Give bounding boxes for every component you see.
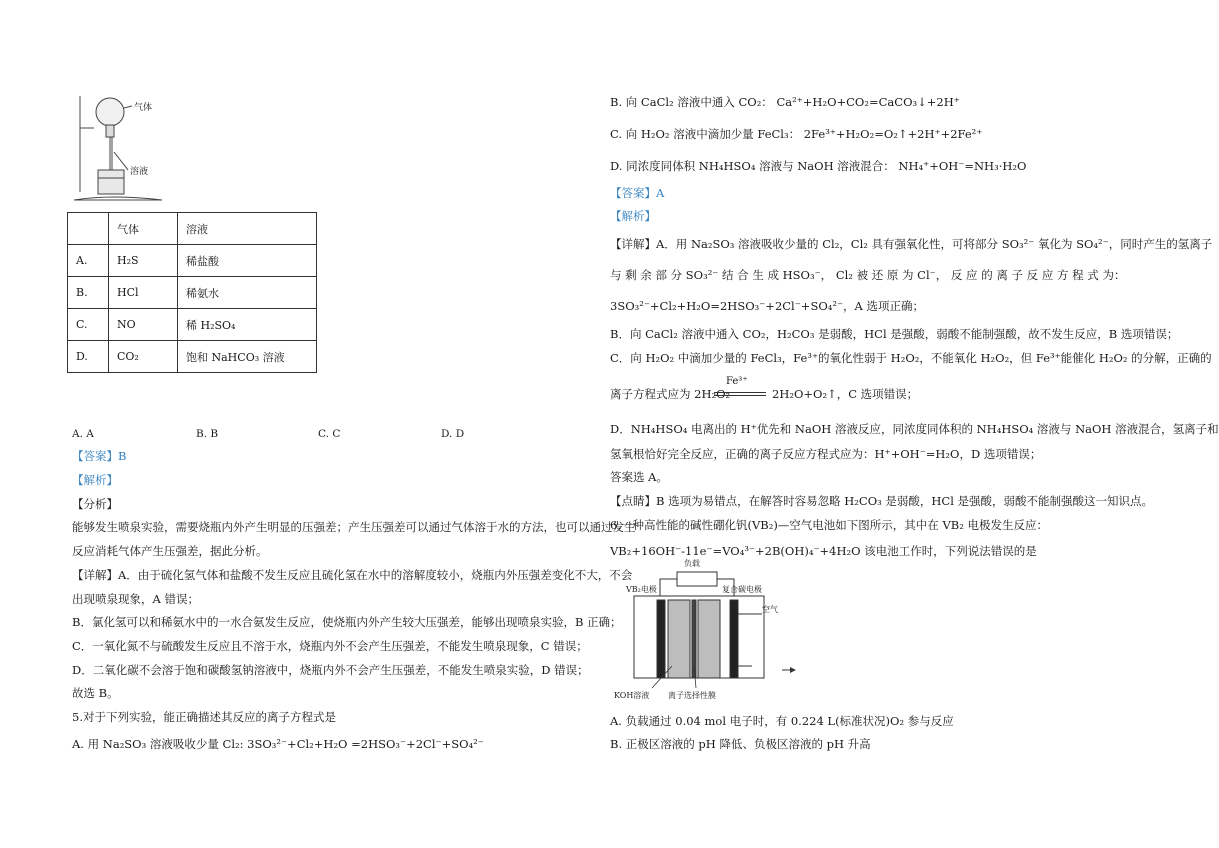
paragraph: 【点睛】B 选项为易错点，在解答时容易忽略 H₂CO₃ 是弱酸，HCl 是强酸，弱酸不能制强酸这一知识点。 bbox=[610, 494, 1154, 508]
table-cell: NO bbox=[109, 309, 178, 341]
paragraph: 答案选 A。 bbox=[610, 470, 668, 484]
membrane-label: 离子选择性膜 bbox=[668, 691, 716, 700]
reaction-arrow bbox=[714, 392, 766, 393]
table-row bbox=[68, 341, 317, 373]
reaction-line-c bbox=[610, 376, 1010, 408]
table-cell: 饱和 NaHCO₃ 溶液 bbox=[178, 341, 317, 373]
question-5-option-d: D. 同浓度同体积 NH₄HSO₄ 溶液与 NaOH 溶液混合： NH₄⁺+OH⁻=NH₃·H₂O bbox=[610, 159, 1027, 173]
solution-label: 溶液 bbox=[130, 167, 149, 177]
gas-label: 气体 bbox=[134, 103, 153, 113]
question-6-title: 6.一种高性能的碱性硼化钒(VB₂)—空气电池如下图所示，其中在 VB₂ 电极发生反应： bbox=[610, 518, 1048, 532]
paragraph: C．一氧化氮不与硫酸发生反应且不溶于水，烧瓶内外不会产生压强差，不能发生喷泉现象，C 错误； bbox=[72, 639, 588, 653]
table-cell: CO₂ bbox=[109, 341, 178, 373]
paragraph: 氢氧根恰好完全反应，正确的离子反应方程式应为：H⁺+OH⁻=H₂O，D 选项错误； bbox=[610, 447, 1042, 461]
gas-solution-table bbox=[67, 212, 317, 373]
paragraph: D．二氧化碳不会溶于饱和碳酸氢钠溶液中，烧瓶内外不会产生压强差，不能发生喷泉实验，D 错误； bbox=[72, 663, 589, 677]
question-6-equation: VB₂+16OH⁻-11e⁻=VO₄³⁻+2B(OH)₄⁻+4H₂O 该电池工作时，下列说法错误的是 bbox=[610, 544, 1037, 558]
fenxi-label: 【分析】 bbox=[72, 497, 118, 511]
table-cell: D. bbox=[68, 341, 109, 373]
paragraph: 3SO₃²⁻+Cl₂+H₂O=2HSO₃⁻+2Cl⁻+SO₄²⁻，A 选项正确； bbox=[610, 299, 924, 313]
paragraph: 反应消耗气体产生压强差，据此分析。 bbox=[72, 544, 268, 558]
paragraph: B．向 CaCl₂ 溶液中通入 CO₂，H₂CO₃ 是弱酸，HCl 是强酸，弱酸不能制强酸，故不发生反应，B 选项错误； bbox=[610, 327, 1179, 341]
paragraph: B．氯化氢可以和稀氨水中的一水合氨发生反应，使烧瓶内外产生较大压强差，能够出现喷泉实验，B 正确； bbox=[72, 615, 622, 629]
analysis-label: 【解析】 bbox=[610, 209, 656, 223]
load-label: 负载 bbox=[684, 559, 700, 568]
fountain-apparatus-figure bbox=[72, 92, 172, 208]
paragraph: 能够发生喷泉实验，需要烧瓶内外产生明显的压强差；产生压强差可以通过气体溶于水的方法，也可以通过发生 bbox=[72, 520, 636, 534]
paragraph: 【详解】A．由于硫化氢气体和盐酸不发生反应且硫化氢在水中的溶解度较小，烧瓶内外压强差变化不大，不会 bbox=[72, 568, 633, 582]
reaction-arrow bbox=[714, 395, 766, 396]
paragraph: 故选 B。 bbox=[72, 686, 119, 700]
table-cell: C. bbox=[68, 309, 109, 341]
table-cell: B. bbox=[68, 277, 109, 309]
analysis-label: 【解析】 bbox=[72, 473, 118, 487]
question-6-option-a: A. 负载通过 0.04 mol 电子时，有 0.224 L(标准状况)O₂ 参与反应 bbox=[610, 714, 954, 728]
table-cell: 稀 H₂SO₄ bbox=[178, 309, 317, 341]
table-cell: 稀盐酸 bbox=[178, 245, 317, 277]
equation-left: 离子方程式应为 2H₂O₂ bbox=[610, 387, 731, 401]
vb2-electrode-label: VB₂电极 bbox=[626, 585, 657, 594]
table-row bbox=[68, 245, 317, 277]
question-5-option-a: A. 用 Na₂SO₃ 溶液吸收少量 Cl₂: 3SO₃²⁻+Cl₂+H₂O =2HSO₃⁻+2Cl⁻+SO₄²⁻ bbox=[72, 737, 484, 751]
koh-label: KOH溶液 bbox=[614, 691, 650, 700]
q4-option-a: A. A bbox=[72, 428, 94, 440]
table-row bbox=[68, 277, 317, 309]
q4-option-b: B. B bbox=[196, 428, 219, 440]
paragraph: D．NH₄HSO₄ 电离出的 H⁺优先和 NaOH 溶液反应，同浓度同体积的 NH₄HSO₄ 溶液与 NaOH 溶液混合，氢离子和 bbox=[610, 422, 1219, 436]
table-header-gas: 气体 bbox=[109, 213, 178, 245]
question-6-option-b: B. 正极区溶液的 pH 降低、负极区溶液的 pH 升高 bbox=[610, 737, 871, 751]
question-5-title: 5.对于下列实验，能正确描述其反应的离子方程式是 bbox=[72, 710, 336, 724]
question-5-option-b: B. 向 CaCl₂ 溶液中通入 CO₂： Ca²⁺+H₂O+CO₂=CaCO₃↓+2H⁺ bbox=[610, 95, 960, 109]
q4-option-d: D. D bbox=[441, 428, 465, 440]
table-row bbox=[68, 213, 317, 245]
table-cell bbox=[68, 213, 109, 245]
battery-diagram bbox=[612, 559, 812, 706]
paragraph: C．向 H₂O₂ 中滴加少量的 FeCl₃，Fe³⁺的氧化性弱于 H₂O₂，不能氧化 H₂O₂，但 Fe³⁺能催化 H₂O₂ 的分解，正确的 bbox=[610, 351, 1212, 365]
equation-right: 2H₂O+O₂↑，C 选项错误； bbox=[772, 387, 919, 401]
q4-option-c: C. C bbox=[318, 428, 341, 440]
table-cell: 稀氨水 bbox=[178, 277, 317, 309]
table-cell: A. bbox=[68, 245, 109, 277]
composite-electrode-label: 复合碳电极 bbox=[722, 585, 762, 594]
paragraph: 出现喷泉现象，A 错误； bbox=[72, 592, 199, 606]
table-header-solution: 溶液 bbox=[178, 213, 317, 245]
catalyst-label: Fe³⁺ bbox=[726, 376, 748, 387]
answer-label: 【答案】A bbox=[610, 186, 665, 200]
table-cell: HCl bbox=[109, 277, 178, 309]
answer-label: 【答案】B bbox=[72, 449, 127, 463]
table-cell: H₂S bbox=[109, 245, 178, 277]
paragraph: 【详解】A．用 Na₂SO₃ 溶液吸收少量的 Cl₂，Cl₂ 具有强氧化性，可将部分 SO₃²⁻ 氧化为 SO₄²⁻，同时产生的氢离子 bbox=[610, 237, 1213, 251]
table-row bbox=[68, 309, 317, 341]
air-label: 空气 bbox=[762, 605, 778, 614]
question-5-option-c: C. 向 H₂O₂ 溶液中滴加少量 FeCl₃： 2Fe³⁺+H₂O₂=O₂↑+2H⁺+2Fe²⁺ bbox=[610, 127, 983, 141]
paragraph: 与 剩 余 部 分 SO₃²⁻ 结 合 生 成 HSO₃⁻， Cl₂ 被 还 原 为 Cl⁻， 反 应 的 离 子 反 应 方 程 式 为： bbox=[610, 268, 1126, 282]
